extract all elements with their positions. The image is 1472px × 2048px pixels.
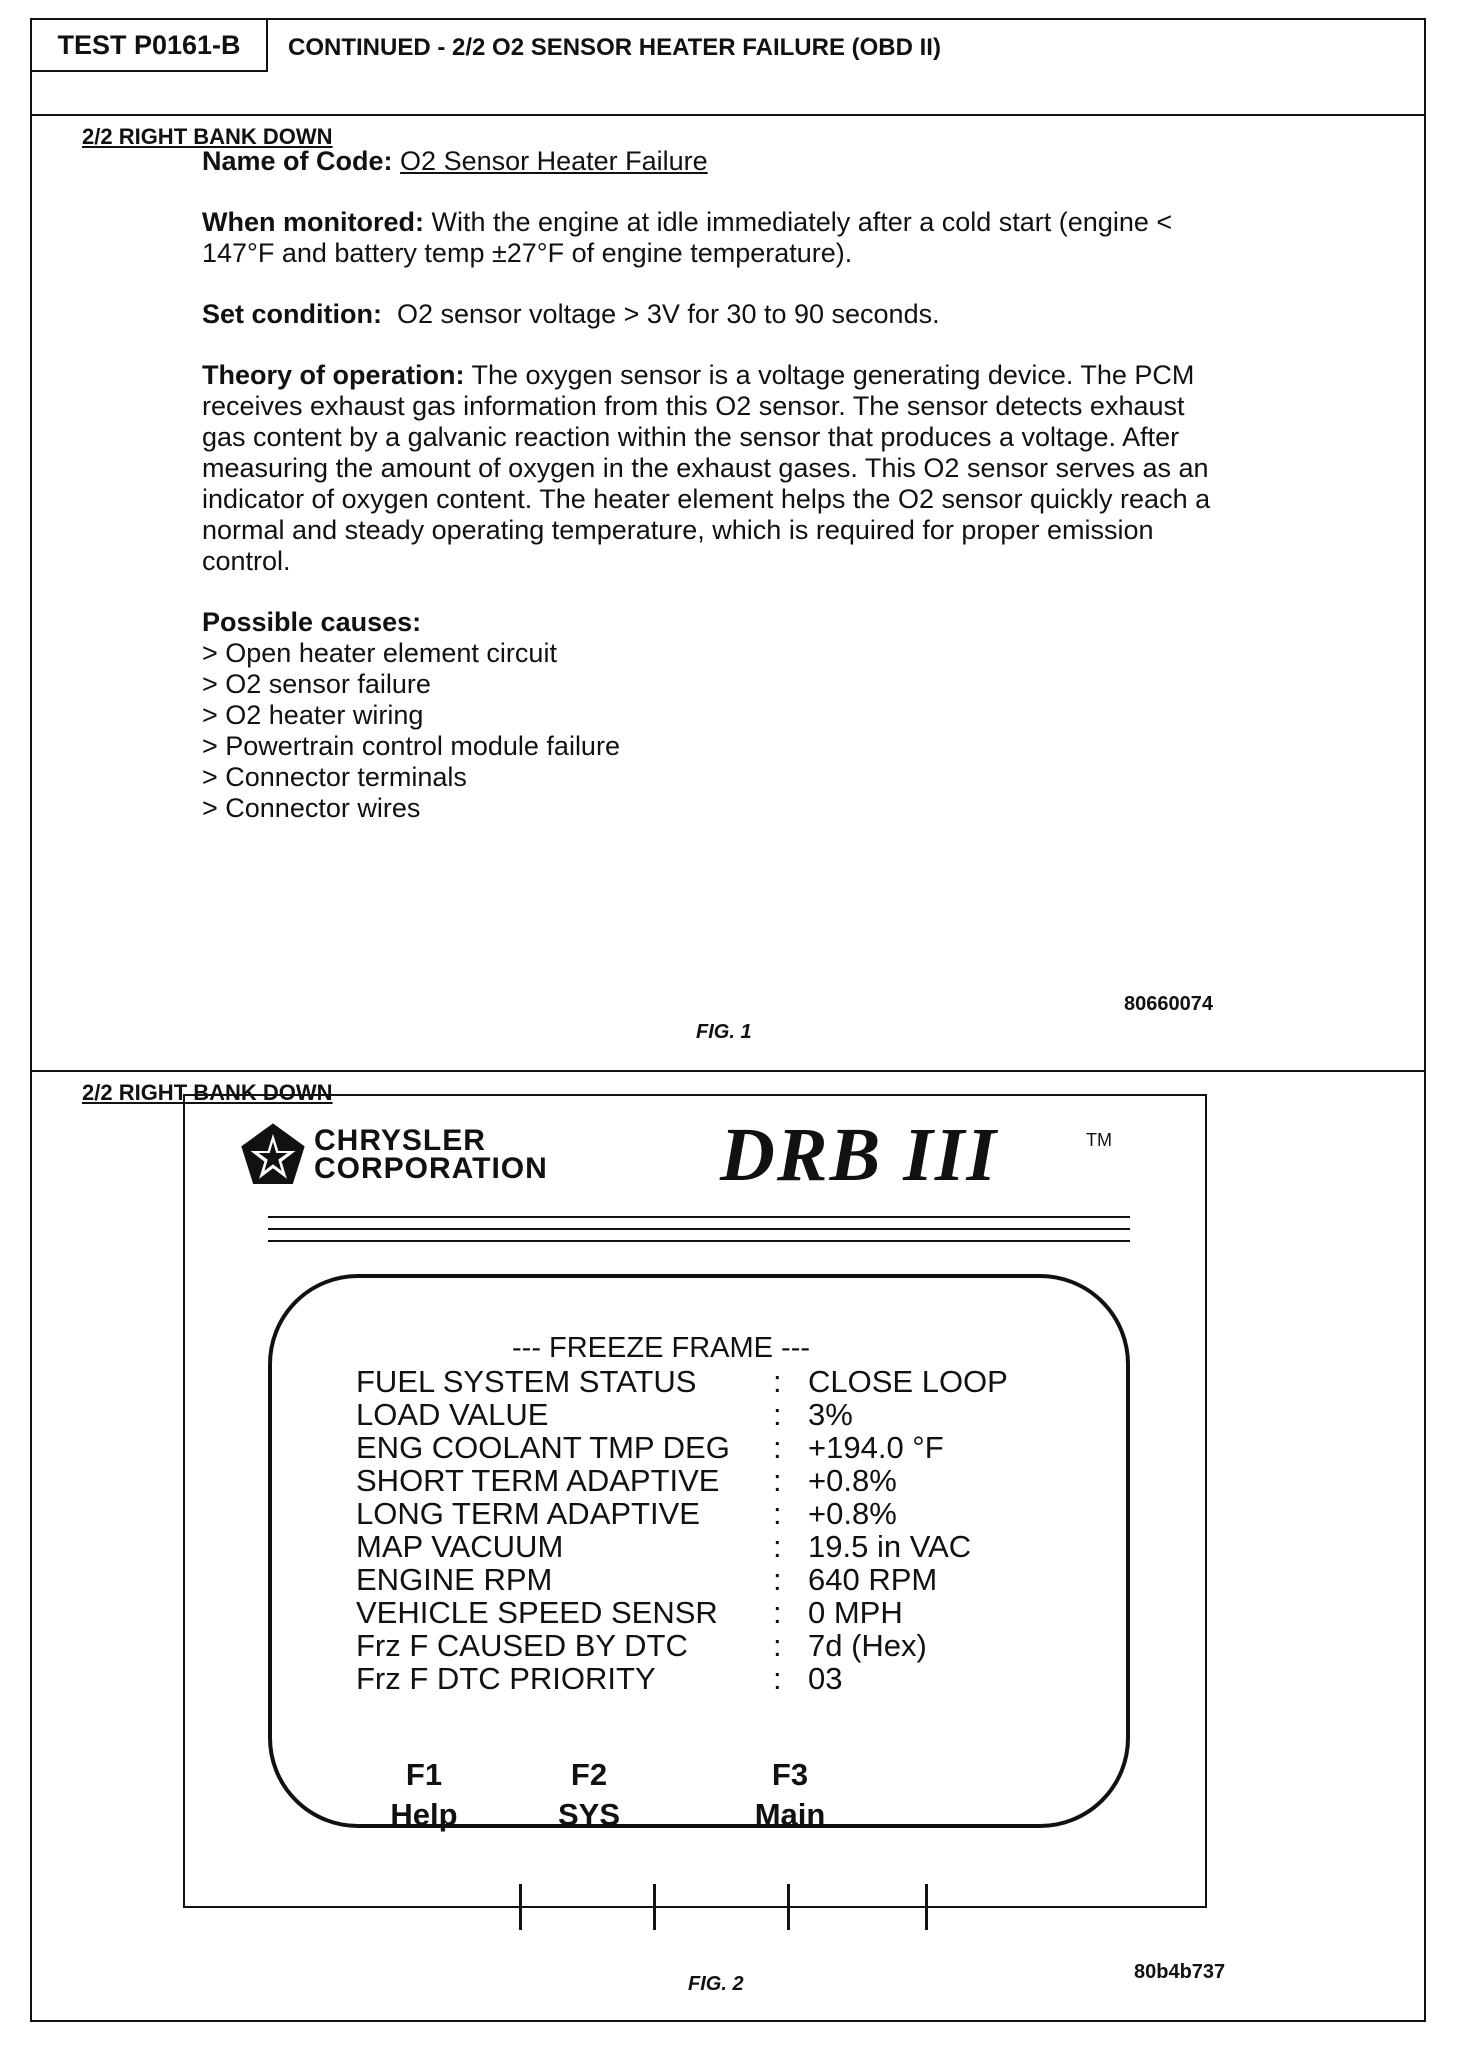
f3-key[interactable] <box>730 1755 850 1835</box>
row-label: FUEL SYSTEM STATUS <box>356 1364 697 1399</box>
name-of-code-value: O2 Sensor Heater Failure <box>400 146 708 176</box>
set-condition-text: O2 sensor voltage > 3V for 30 to 90 seconds. <box>397 299 940 329</box>
set-condition-label: Set condition: <box>202 299 382 329</box>
fig1-ref-number: 80660074 <box>1124 993 1213 1015</box>
row-separator: : <box>773 1430 782 1465</box>
row-separator: : <box>773 1397 782 1432</box>
row-value: CLOSE LOOP <box>808 1364 1008 1399</box>
softkey-tick-1 <box>519 1884 522 1930</box>
name-of-code-label: Name of Code: <box>202 146 393 176</box>
header-title: CONTINUED - 2/2 O2 SENSOR HEATER FAILURE (OBD II) <box>288 34 941 61</box>
row-separator: : <box>773 1496 782 1531</box>
causes-label: Possible causes: <box>202 607 422 637</box>
row-value: 7d (Hex) <box>808 1628 927 1663</box>
header-rule <box>268 1228 1130 1230</box>
when-monitored-text: With the engine at idle immediately after a cold start (engine < 147°F and battery temp ±27°F of engine temperature). <box>202 207 1173 268</box>
row-separator: : <box>773 1463 782 1498</box>
row-value: +0.8% <box>808 1463 897 1498</box>
fig1-label: FIG. 1 <box>696 1021 752 1043</box>
row-value: 3% <box>808 1397 853 1432</box>
row-value: 640 RPM <box>808 1562 938 1597</box>
f1-key[interactable] <box>364 1755 484 1835</box>
f1-key-label: Help <box>390 1797 458 1832</box>
drb-device-base-line <box>183 1906 1207 1908</box>
softkey-tick-2 <box>653 1884 656 1930</box>
header-rule <box>268 1216 1130 1218</box>
trademark-mark: TM <box>1086 1130 1112 1150</box>
row-label: ENG COOLANT TMP DEG <box>356 1430 730 1465</box>
test-id: TEST P0161-B <box>32 20 268 72</box>
logo-line-1: CHRYSLER <box>314 1124 486 1157</box>
row-label: LONG TERM ADAPTIVE <box>356 1496 700 1531</box>
row-separator: : <box>773 1595 782 1630</box>
row-label: SHORT TERM ADAPTIVE <box>356 1463 720 1498</box>
cause-item: > O2 sensor failure <box>202 669 431 699</box>
row-separator: : <box>773 1562 782 1597</box>
row-label: VEHICLE SPEED SENSR <box>356 1595 718 1630</box>
name-of-code <box>202 146 1222 177</box>
f2-key-label: SYS <box>557 1797 621 1832</box>
row-separator: : <box>773 1364 782 1399</box>
freeze-frame-title: --- FREEZE FRAME --- <box>512 1332 811 1364</box>
set-condition <box>202 299 1222 330</box>
f3-key-label: Main <box>754 1797 826 1832</box>
row-label: Frz F CAUSED BY DTC <box>356 1628 688 1663</box>
row-value: 19.5 in VAC <box>808 1529 972 1564</box>
fig2-label: FIG. 2 <box>688 1973 744 1995</box>
row-separator: : <box>773 1628 782 1663</box>
row-label: Frz F DTC PRIORITY <box>356 1661 656 1696</box>
cause-item: > Open heater element circuit <box>202 638 557 668</box>
cause-item: > Connector terminals <box>202 762 467 792</box>
theory-label: Theory of operation: <box>202 360 465 390</box>
header-rule <box>268 1240 1130 1242</box>
row-label: ENGINE RPM <box>356 1562 553 1597</box>
fig1-section-label: 2/2 RIGHT BANK DOWN <box>82 124 333 149</box>
theory-text: The oxygen sensor is a voltage generating device. The PCM receives exhaust gas information from this O2 sensor. The sensor detects exhaust gas content by a galvanic reaction within the sensor that produces a voltage. After measuring the amount of oxygen in the exhaust gases. This O2 sensor serves as an indicator of oxygen content. The heater element helps the O2 sensor quickly reach a normal and steady operating temperature, which is required for proper emission control. <box>202 360 1211 576</box>
f3-key-name: F3 <box>771 1757 809 1792</box>
fig2-section-label: 2/2 RIGHT BANK DOWN <box>82 1080 333 1105</box>
f2-key[interactable] <box>529 1755 649 1835</box>
possible-causes <box>202 607 1222 824</box>
softkey-tick-4 <box>925 1884 928 1930</box>
row-label: MAP VACUUM <box>356 1529 564 1564</box>
row-separator: : <box>773 1529 782 1564</box>
softkey-tick-3 <box>787 1884 790 1930</box>
causes-list <box>202 638 1222 824</box>
row-separator: : <box>773 1661 782 1696</box>
chrysler-logo <box>240 1122 548 1188</box>
when-monitored <box>202 207 1222 269</box>
fig1-body <box>202 146 1222 824</box>
f1-key-name: F1 <box>405 1757 443 1792</box>
theory-of-operation <box>202 360 1222 577</box>
logo-line-2: CORPORATION <box>314 1152 548 1185</box>
row-value: 03 <box>808 1661 843 1696</box>
row-label: LOAD VALUE <box>356 1397 549 1432</box>
f2-key-name: F2 <box>570 1757 608 1792</box>
fig2-ref-number: 80b4b737 <box>1134 1961 1226 1983</box>
corporation-name <box>314 1124 548 1185</box>
row-value: +194.0 °F <box>808 1430 944 1465</box>
cause-item: > Connector wires <box>202 793 421 823</box>
cause-item: > Powertrain control module failure <box>202 731 620 761</box>
when-monitored-label: When monitored: <box>202 207 424 237</box>
row-value: 0 MPH <box>808 1595 903 1630</box>
row-value: +0.8% <box>808 1496 897 1531</box>
pentastar-icon <box>240 1122 306 1188</box>
device-title: DRB III <box>720 1113 998 1197</box>
figure-divider <box>32 1070 1424 1072</box>
cause-item: > O2 heater wiring <box>202 700 424 730</box>
test-header <box>32 20 1424 116</box>
